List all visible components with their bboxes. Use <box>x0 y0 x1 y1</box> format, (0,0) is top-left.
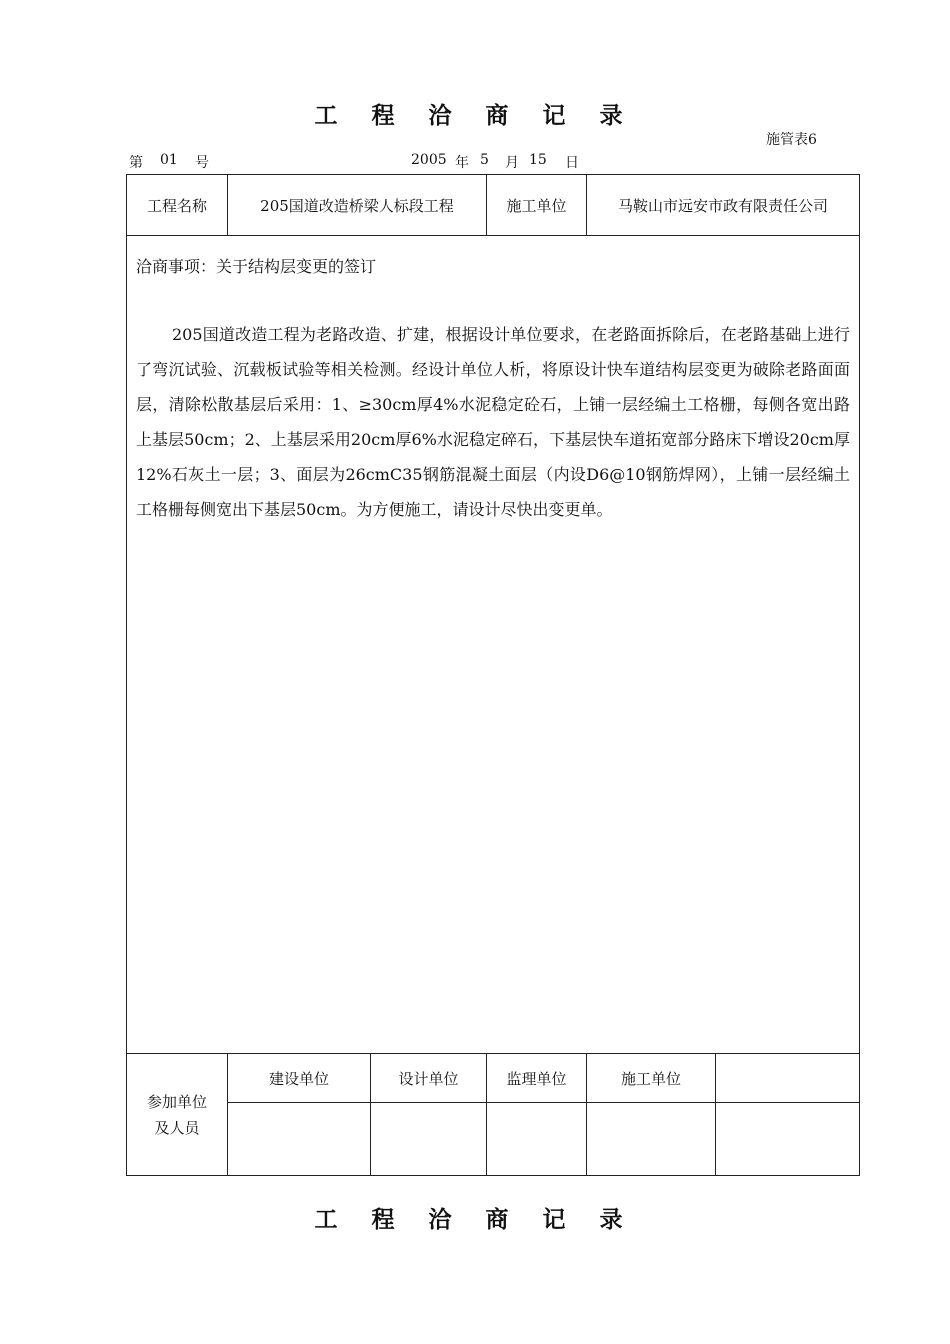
table-border-bottom <box>126 1175 860 1176</box>
negotiation-body <box>136 317 850 527</box>
date-month-label: 月 <box>505 155 519 171</box>
participant-col-contractor: 施工单位 <box>620 1069 681 1088</box>
participants-label <box>127 1054 227 1175</box>
subject-line: 洽商事项：关于结构层变更的签订 <box>136 257 377 276</box>
participant-col-empty <box>716 1054 859 1102</box>
body-paragraph: 205国道改造工程为老路改造、扩建，根据设计单位要求，在老路面拆除后，在老路基础上进行了弯沉试验、沉载板试验等相关检测。经设计单位人析，将原设计快车道结构层变更为破除老路面面层，清除松散基层后采用：1、≥30cm厚4%水泥稳定砼石，上铺一层经编土工格栅，每侧各宽出路上基层50cm；2、上基层采用20cm厚6%水泥稳定碎石，下基层快车道拓宽部分路床下增设20cm厚12%石灰土一层；3、面层为26cmC35钢筋混凝土面层（内设D6@10钢筋焊网），上铺一层经编土工格栅每侧宽出下基层50cm。为方便施工，请设计尽快出变更单。 <box>136 325 850 519</box>
contractor-value: 马鞍山市远安市政有限责任公司 <box>617 196 828 215</box>
signature-cell-designer[interactable] <box>371 1103 486 1175</box>
date-year-label: 年 <box>455 155 469 171</box>
signature-cell-owner[interactable] <box>228 1103 370 1175</box>
page-title: 工 程 洽 商 记 录 <box>314 103 636 129</box>
participants-label-line1: 参加单位 <box>146 1092 207 1111</box>
signature-cell-contractor[interactable] <box>587 1103 715 1175</box>
date-day-label: 日 <box>565 155 579 171</box>
signature-cell-supervisor[interactable] <box>487 1103 586 1175</box>
participant-col-supervisor: 监理单位 <box>506 1069 567 1088</box>
project-name-value: 205国道改造桥梁人标段工程 <box>260 196 454 215</box>
signature-cell-empty[interactable] <box>716 1103 859 1175</box>
footer-title: 工 程 洽 商 记 录 <box>314 1207 636 1233</box>
date-year: 2005 <box>411 152 447 168</box>
number-suffix: 号 <box>195 155 209 171</box>
project-name-label: 工程名称 <box>146 196 207 215</box>
participants-label-line2: 及人员 <box>154 1118 200 1137</box>
participant-col-designer: 设计单位 <box>398 1069 459 1088</box>
participant-col-owner: 建设单位 <box>268 1069 329 1088</box>
date-day: 15 <box>529 152 547 168</box>
number-value: 01 <box>160 152 178 168</box>
form-code: 施管表6 <box>766 132 817 148</box>
header-row-divider <box>126 235 860 236</box>
table-border-right <box>859 174 860 1176</box>
date-month: 5 <box>480 152 489 168</box>
table-border-left <box>126 174 127 1176</box>
number-label: 第 <box>129 155 143 171</box>
contractor-label: 施工单位 <box>506 196 567 215</box>
